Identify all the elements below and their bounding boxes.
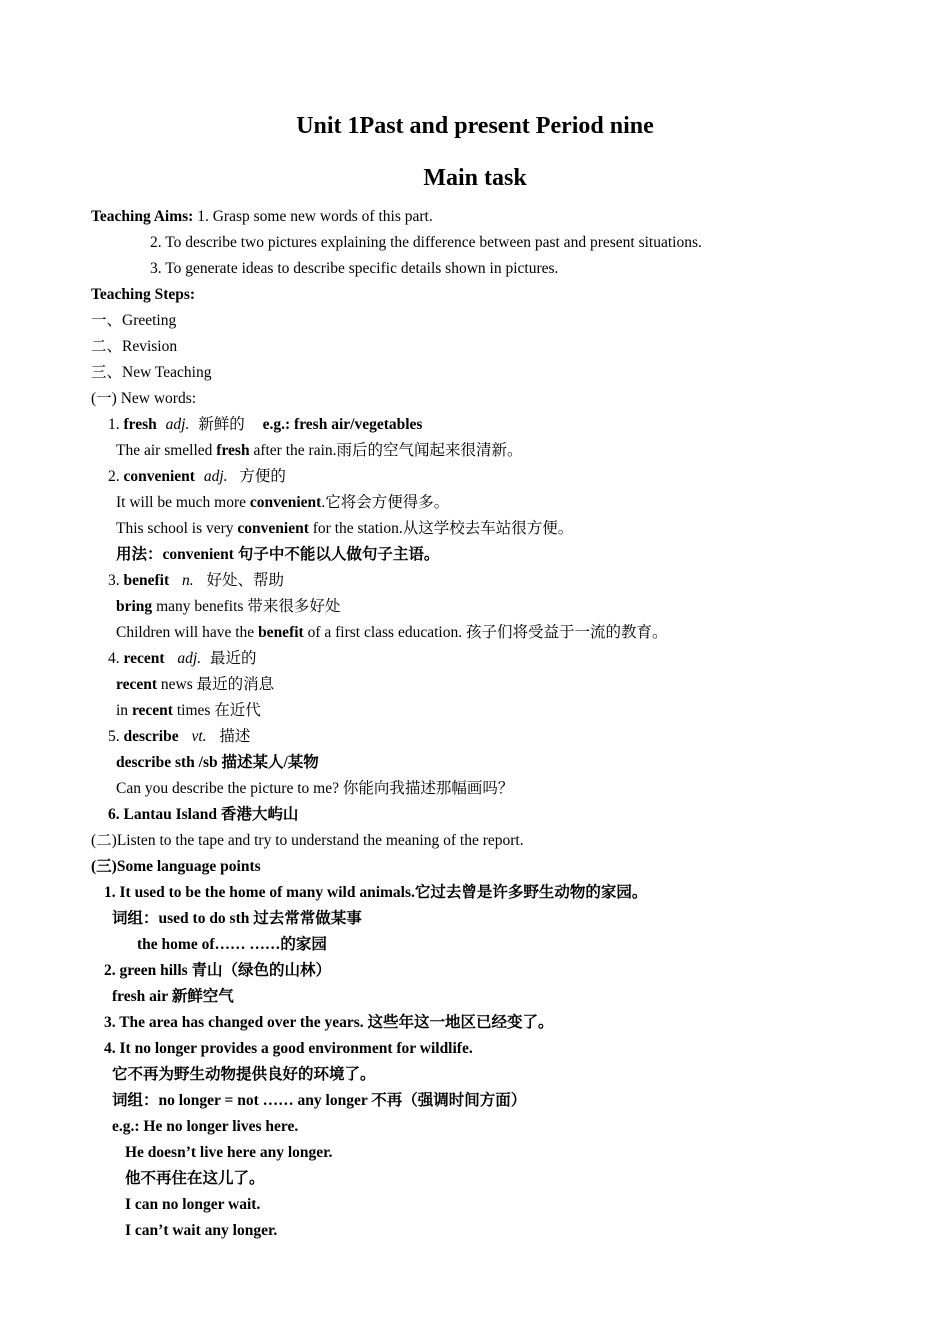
- word-meaning: 新鲜的: [198, 416, 245, 433]
- phrase-example: describe sth /sb 描述某人/某物: [116, 754, 319, 771]
- example-text: times 在近代: [172, 702, 261, 719]
- example-sentence: I can no longer wait.: [125, 1196, 261, 1213]
- example-text: This school is very: [116, 520, 238, 537]
- language-point-3: 3. The area has changed over the years. 这些年这一地区已经变了。: [104, 1014, 554, 1031]
- teaching-aims-label: Teaching Aims:: [91, 208, 194, 225]
- example-sentence: [116, 675, 274, 695]
- example-text: news 最近的消息: [157, 676, 275, 693]
- translation: 它不再为野生动物提供良好的环境了。: [112, 1066, 376, 1083]
- example-sentence: He doesn’t live here any longer.: [125, 1144, 333, 1161]
- word-headword: convenient: [123, 468, 195, 485]
- example-text: after the rain.雨后的空气闻起来很清新。: [249, 442, 523, 459]
- word-entry-recent: [108, 649, 256, 669]
- word-number: 5.: [108, 728, 120, 745]
- example-text: .它将会方便得多。: [321, 494, 450, 511]
- phrase-note: fresh air 新鲜空气: [112, 988, 234, 1005]
- language-point-1: 1. It used to be the home of many wild animals.它过去曾是许多野生动物的家园。: [104, 884, 648, 901]
- example-sentence: Can you describe the picture to me? 你能向我描述那幅画吗？: [116, 780, 514, 797]
- word-pos: adj.: [165, 416, 190, 433]
- word-number: 2.: [108, 468, 120, 485]
- example-keyword: convenient: [237, 520, 309, 537]
- word-pos: adj.: [177, 650, 202, 667]
- teaching-aims-line: [91, 207, 433, 227]
- example-keyword: bring: [116, 598, 153, 615]
- word-number: 1.: [108, 416, 120, 433]
- example-keyword: recent: [116, 676, 158, 693]
- translation: 他不再住在这儿了。: [125, 1170, 265, 1187]
- word-entry-convenient: [108, 467, 286, 487]
- page-subtitle: Main task: [423, 165, 527, 191]
- example-text: many benefits 带来很多好处: [152, 598, 341, 615]
- page-title: Unit 1Past and present Period nine: [296, 113, 654, 139]
- word-pos: adj.: [203, 468, 228, 485]
- example-keyword: convenient: [249, 494, 322, 511]
- example-sentence: I can’t wait any longer.: [125, 1222, 278, 1239]
- phrase-note: the home of…… ……的家园: [137, 936, 327, 953]
- example-sentence: [116, 701, 261, 721]
- example-sentence: [116, 493, 449, 513]
- step-new-teaching: 三、New Teaching: [91, 364, 212, 381]
- example-keyword: recent: [131, 702, 173, 719]
- example-keyword: benefit: [258, 624, 304, 641]
- word-headword: benefit: [123, 572, 170, 589]
- example-sentence: [116, 519, 573, 539]
- language-point-2: 2. green hills 青山（绿色的山林）: [104, 962, 332, 979]
- example-keyword: fresh: [216, 442, 250, 459]
- aim-1: 1. Grasp some new words of this part.: [197, 208, 433, 225]
- word-number: 3.: [108, 572, 120, 589]
- example-text: for the station.从这学校去车站很方便。: [308, 520, 574, 537]
- example-sentence: [116, 623, 667, 643]
- example-sentence: [116, 441, 523, 461]
- word-entry-fresh: [108, 415, 422, 435]
- example-text: It will be much more: [116, 494, 250, 511]
- phrase-note: 词组：used to do sth 过去常常做某事: [112, 910, 362, 927]
- word-pos: vt.: [191, 728, 207, 745]
- example-sentence: [116, 597, 340, 617]
- language-point-4: 4. It no longer provides a good environment for wildlife.: [104, 1040, 473, 1057]
- word-headword: describe: [123, 728, 179, 745]
- section-language-points: (三)Some language points: [91, 858, 261, 875]
- teaching-steps-label: Teaching Steps:: [91, 286, 196, 303]
- word-entry-lantau-island: 6. Lantau Island 香港大屿山: [108, 806, 299, 823]
- example-text: of a first class education. 孩子们将受益于一流的教育。: [303, 624, 668, 641]
- word-entry-benefit: [108, 571, 284, 591]
- section-listen: (二)Listen to the tape and try to understand the meaning of the report.: [91, 832, 524, 849]
- step-revision: 二、Revision: [91, 338, 178, 355]
- example-text: The air smelled: [116, 442, 217, 459]
- word-headword: fresh: [123, 416, 157, 433]
- word-example-phrase: e.g.: fresh air/vegetables: [262, 416, 423, 433]
- word-meaning: 最近的: [209, 650, 257, 667]
- phrase-note: 词组：no longer = not …… any longer 不再（强调时间方面）: [112, 1092, 527, 1109]
- word-meaning: 方便的: [239, 468, 286, 485]
- step-greeting: 一、Greeting: [91, 312, 177, 329]
- word-number: 4.: [108, 650, 120, 667]
- aim-3: 3. To generate ideas to describe specific details shown in pictures.: [150, 260, 559, 277]
- word-headword: recent: [123, 650, 165, 667]
- word-entry-describe: [108, 727, 250, 747]
- example-text: Children will have the: [116, 624, 259, 641]
- aim-2: 2. To describe two pictures explaining the difference between past and present situations.: [150, 234, 702, 251]
- word-meaning: 描述: [219, 728, 251, 745]
- example-sentence: e.g.: He no longer lives here.: [112, 1118, 299, 1135]
- word-pos: n.: [182, 572, 194, 589]
- usage-note: 用法：convenient 句子中不能以人做句子主语。: [116, 546, 440, 563]
- word-meaning: 好处、帮助: [206, 572, 285, 589]
- section-new-words: (一) New words:: [91, 390, 197, 407]
- example-text: in: [116, 702, 132, 719]
